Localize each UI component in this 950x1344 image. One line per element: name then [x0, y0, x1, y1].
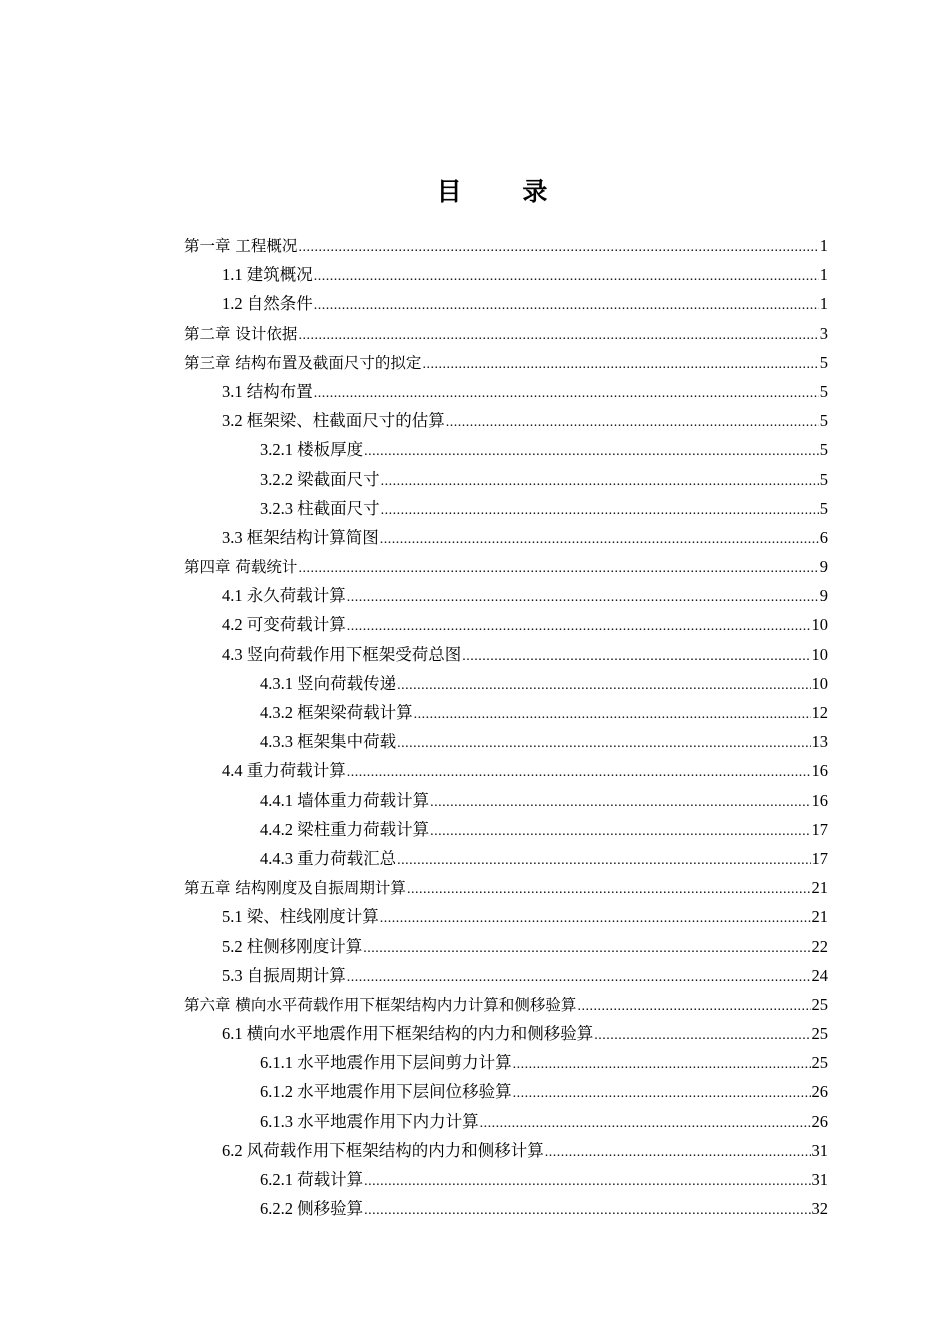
toc-entry[interactable] — [184, 815, 828, 844]
toc-entry-page-number: 25 — [811, 1024, 828, 1044]
toc-entry[interactable] — [184, 698, 828, 727]
toc-entry-page-number: 21 — [811, 878, 828, 898]
toc-entry-page-number: 31 — [811, 1140, 828, 1160]
toc-entry-label: 第四章 荷载统计 — [184, 558, 298, 577]
toc-entry-page-number: 9 — [819, 586, 828, 606]
toc-entry-label: 4.4 重力荷载计算 — [222, 761, 346, 781]
dot-leader — [545, 1136, 811, 1167]
toc-entry[interactable] — [184, 581, 828, 610]
toc-entry-page-number: 31 — [811, 1170, 828, 1189]
toc-entry[interactable] — [184, 494, 828, 523]
dot-leader — [314, 377, 819, 408]
toc-entry[interactable] — [184, 435, 828, 464]
dot-leader — [397, 727, 810, 758]
toc-entry-label: 6.1 横向水平地震作用下框架结构的内力和侧移验算 — [222, 1024, 594, 1044]
toc-entry-label: 3.2 框架梁、柱截面尺寸的估算 — [222, 411, 445, 431]
dot-leader — [314, 289, 819, 320]
toc-entry-page-number: 16 — [811, 790, 828, 810]
dot-leader — [480, 1107, 811, 1138]
toc-entry[interactable] — [184, 231, 828, 260]
toc-entry[interactable] — [184, 1019, 828, 1048]
dot-leader — [364, 435, 819, 466]
toc-entry-label: 4.3.2 框架梁荷载计算 — [260, 703, 413, 722]
dot-leader — [380, 902, 811, 933]
toc-entry[interactable] — [184, 1136, 828, 1165]
toc-entry[interactable] — [184, 961, 828, 990]
dot-leader — [430, 815, 810, 846]
toc-entry-page-number: 5 — [819, 498, 828, 518]
toc-entry-page-number: 32 — [811, 1199, 828, 1219]
toc-entry-label: 5.1 梁、柱线刚度计算 — [222, 907, 379, 927]
toc-entry-label: 5.3 自振周期计算 — [222, 965, 346, 985]
toc-entry-label: 第二章 设计依据 — [184, 324, 298, 343]
toc-entry-label: 第六章 横向水平荷载作用下框架结构内力计算和侧移验算 — [184, 995, 577, 1014]
dot-leader — [347, 756, 811, 787]
toc-entry[interactable] — [184, 377, 828, 406]
toc-entry[interactable] — [184, 1077, 828, 1106]
toc-entry-label: 第五章 结构刚度及自振周期计算 — [184, 879, 406, 898]
toc-entry[interactable] — [184, 1194, 828, 1223]
toc-entry[interactable] — [184, 406, 828, 435]
toc-entry-page-number: 5 — [819, 440, 828, 460]
toc-entry-page-number: 16 — [811, 761, 828, 781]
toc-entry-label: 4.3.1 竖向荷载传递 — [260, 673, 397, 693]
toc-entry-page-number: 24 — [811, 965, 828, 985]
toc-entry-page-number: 21 — [811, 907, 828, 927]
dot-leader — [298, 553, 818, 583]
toc-entry-label: 6.1.1 水平地震作用下层间剪力计算 — [260, 1053, 512, 1073]
toc-entry[interactable] — [184, 260, 828, 289]
toc-entry[interactable] — [184, 669, 828, 698]
toc-entry-page-number: 22 — [811, 936, 828, 956]
toc-entry-page-number: 5 — [819, 469, 828, 489]
toc-entry[interactable] — [184, 727, 828, 756]
toc-entry-page-number: 12 — [811, 703, 828, 722]
toc-entry-page-number: 26 — [811, 1111, 828, 1131]
dot-leader — [462, 640, 810, 671]
dot-leader — [364, 1194, 810, 1225]
toc-entry[interactable] — [184, 932, 828, 961]
toc-entry-label: 1.1 建筑概况 — [222, 265, 313, 285]
toc-entry[interactable] — [184, 1107, 828, 1136]
dot-leader — [381, 465, 819, 496]
toc-entry-label: 6.2.2 侧移验算 — [260, 1199, 364, 1219]
toc-entry-label: 3.2.1 楼板厚度 — [260, 440, 364, 460]
toc-entry[interactable] — [184, 640, 828, 669]
toc-entry-label: 4.4.2 梁柱重力荷载计算 — [260, 819, 430, 839]
toc-entry[interactable] — [184, 289, 828, 318]
toc-entry[interactable] — [184, 1048, 828, 1077]
toc-entry-page-number: 9 — [819, 557, 828, 577]
toc-entry[interactable] — [184, 902, 828, 931]
toc-entry-page-number: 6 — [819, 527, 828, 547]
toc-entry-page-number: 10 — [811, 644, 828, 664]
dot-leader — [397, 844, 810, 875]
toc-entry[interactable] — [184, 756, 828, 785]
dot-leader — [298, 232, 818, 262]
toc-entry-label: 4.1 永久荷载计算 — [222, 586, 346, 606]
dot-leader — [414, 698, 811, 729]
toc-entry-label: 第一章 工程概况 — [184, 237, 298, 255]
toc-entry-label: 6.2.1 荷载计算 — [260, 1170, 364, 1189]
toc-entry-page-number: 1 — [819, 265, 828, 285]
toc-entry[interactable] — [184, 552, 828, 581]
toc-entry-label: 第三章 结构布置及截面尺寸的拟定 — [184, 353, 422, 372]
toc-entry-page-number: 13 — [811, 732, 828, 752]
toc-entry[interactable] — [184, 786, 828, 815]
toc-entry-label: 6.1.3 水平地震作用下内力计算 — [260, 1111, 479, 1131]
toc-entry-page-number: 5 — [819, 411, 828, 431]
dot-leader — [422, 349, 818, 379]
dot-leader — [314, 260, 819, 291]
toc-entry[interactable] — [184, 348, 828, 377]
toc-entry-page-number: 25 — [811, 1053, 828, 1073]
dot-leader — [347, 581, 819, 612]
toc-entry-label: 4.3 竖向荷载作用下框架受荷总图 — [222, 644, 462, 664]
toc-entry-label: 6.1.2 水平地震作用下层间位移验算 — [260, 1082, 512, 1102]
dot-leader — [364, 1165, 810, 1196]
toc-entry-page-number: 17 — [811, 819, 828, 839]
toc-entry[interactable] — [184, 990, 828, 1019]
toc-entry-page-number: 5 — [819, 381, 828, 401]
toc-entry-page-number: 1 — [819, 294, 828, 314]
toc-entry-label: 6.2 风荷载作用下框架结构的内力和侧移计算 — [222, 1140, 544, 1160]
toc-entry-page-number: 5 — [819, 352, 828, 372]
toc-entry-label: 5.2 柱侧移刚度计算 — [222, 936, 363, 956]
toc-entry-label: 4.4.1 墙体重力荷载计算 — [260, 790, 430, 810]
toc-entry[interactable] — [184, 610, 828, 639]
toc-entry[interactable] — [184, 873, 828, 902]
toc-entry-page-number: 26 — [811, 1082, 828, 1102]
dot-leader — [513, 1048, 811, 1079]
toc-entry-label: 1.2 自然条件 — [222, 294, 313, 314]
toc-entry-page-number: 1 — [819, 236, 828, 255]
toc-entry-label: 4.2 可变荷载计算 — [222, 615, 346, 635]
toc-entry-label: 4.3.3 框架集中荷载 — [260, 732, 397, 752]
toc-entry-label: 3.2.2 梁截面尺寸 — [260, 469, 380, 489]
toc-entry[interactable] — [184, 523, 828, 552]
toc-entry-page-number: 25 — [811, 994, 828, 1014]
dot-leader — [577, 991, 810, 1021]
toc-entry-page-number: 17 — [811, 848, 828, 868]
dot-leader — [430, 786, 810, 817]
dot-leader — [381, 494, 819, 525]
dot-leader — [380, 523, 819, 554]
toc-entry[interactable] — [184, 319, 828, 348]
toc-entry[interactable] — [184, 844, 828, 873]
dot-leader — [594, 1019, 810, 1050]
dot-leader — [298, 320, 818, 350]
dot-leader — [446, 406, 819, 437]
toc-entry-label: 3.2.3 柱截面尺寸 — [260, 498, 380, 518]
toc-entry-page-number: 10 — [811, 615, 828, 635]
toc-entry-page-number: 10 — [811, 673, 828, 693]
toc-entry-label: 3.1 结构布置 — [222, 381, 313, 401]
dot-leader — [407, 874, 811, 904]
dot-leader — [397, 669, 810, 700]
toc-entry-label: 4.4.3 重力荷载汇总 — [260, 848, 397, 868]
dot-leader — [347, 961, 811, 992]
toc-entry[interactable] — [184, 1165, 828, 1194]
table-of-contents — [184, 231, 828, 1223]
dot-leader — [513, 1077, 811, 1108]
toc-entry-page-number: 3 — [819, 323, 828, 343]
page-title: 目 录 — [436, 177, 574, 206]
toc-entry-label: 3.3 框架结构计算简图 — [222, 527, 379, 547]
dot-leader — [363, 932, 810, 963]
dot-leader — [347, 610, 811, 641]
toc-entry[interactable] — [184, 465, 828, 494]
